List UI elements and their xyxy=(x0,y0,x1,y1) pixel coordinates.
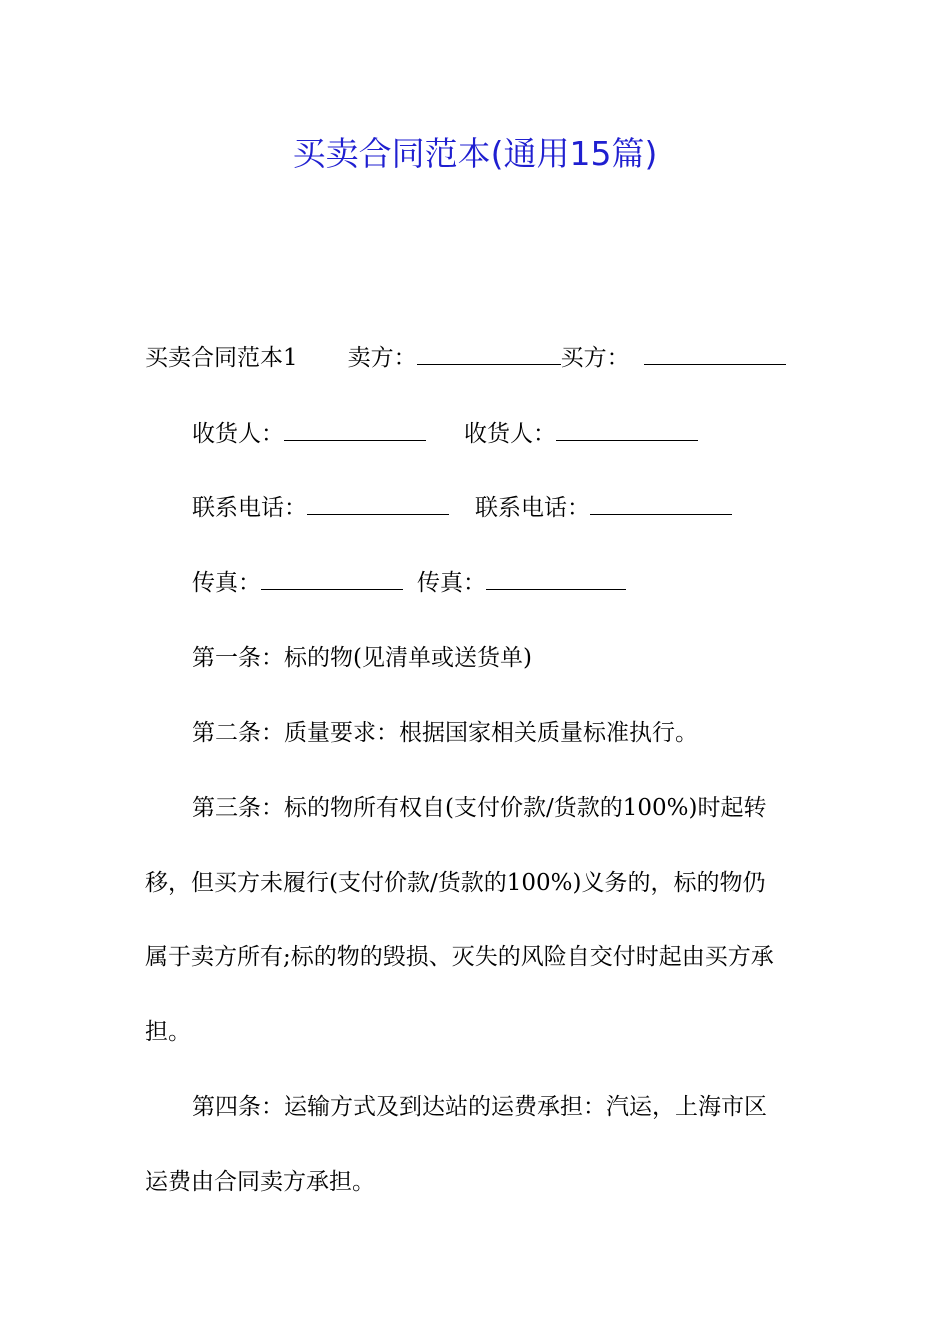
phone-label-left: 联系电话： xyxy=(192,495,307,521)
fax-blank-left xyxy=(261,567,403,590)
receiver-line xyxy=(192,418,698,450)
fax-label-right: 传真： xyxy=(417,570,486,596)
article-3-line-1: 第三条：标的物所有权自(支付价款/货款的100%)时起转 xyxy=(192,795,767,821)
seller-blank xyxy=(417,342,561,365)
receiver-blank-left xyxy=(284,418,426,441)
contract-heading: 买卖合同范本1 xyxy=(145,345,298,371)
article-3-line-3: 属于卖方所有;标的物的毁损、灭失的风险自交付时起由买方承 xyxy=(145,944,774,970)
article-3-line-2: 移，但买方未履行(支付价款/货款的100%)义务的，标的物仍 xyxy=(145,870,766,896)
fax-blank-right xyxy=(486,567,626,590)
receiver-label-right: 收货人： xyxy=(464,421,556,447)
article-1: 第一条：标的物(见清单或送货单) xyxy=(192,645,532,671)
fax-line xyxy=(192,567,626,599)
article-4-line-2: 运费由合同卖方承担。 xyxy=(145,1169,375,1195)
receiver-blank-right xyxy=(556,418,698,441)
receiver-label-left: 收货人： xyxy=(192,421,284,447)
buyer-blank xyxy=(644,342,786,365)
article-2: 第二条：质量要求：根据国家相关质量标准执行。 xyxy=(192,720,698,746)
phone-blank-right xyxy=(590,492,732,515)
seller-label: 卖方： xyxy=(347,345,417,371)
header-line xyxy=(145,342,786,374)
buyer-label: 买方： xyxy=(560,345,630,371)
phone-label-right: 联系电话： xyxy=(475,495,590,521)
fax-label-left: 传真： xyxy=(192,570,261,596)
article-4-line-1: 第四条：运输方式及到达站的运费承担：汽运，上海市区 xyxy=(192,1094,767,1120)
phone-line xyxy=(192,492,732,524)
document-title: 买卖合同范本(通用15篇) xyxy=(292,134,658,173)
article-3-line-4: 担。 xyxy=(145,1019,191,1045)
phone-blank-left xyxy=(307,492,449,515)
